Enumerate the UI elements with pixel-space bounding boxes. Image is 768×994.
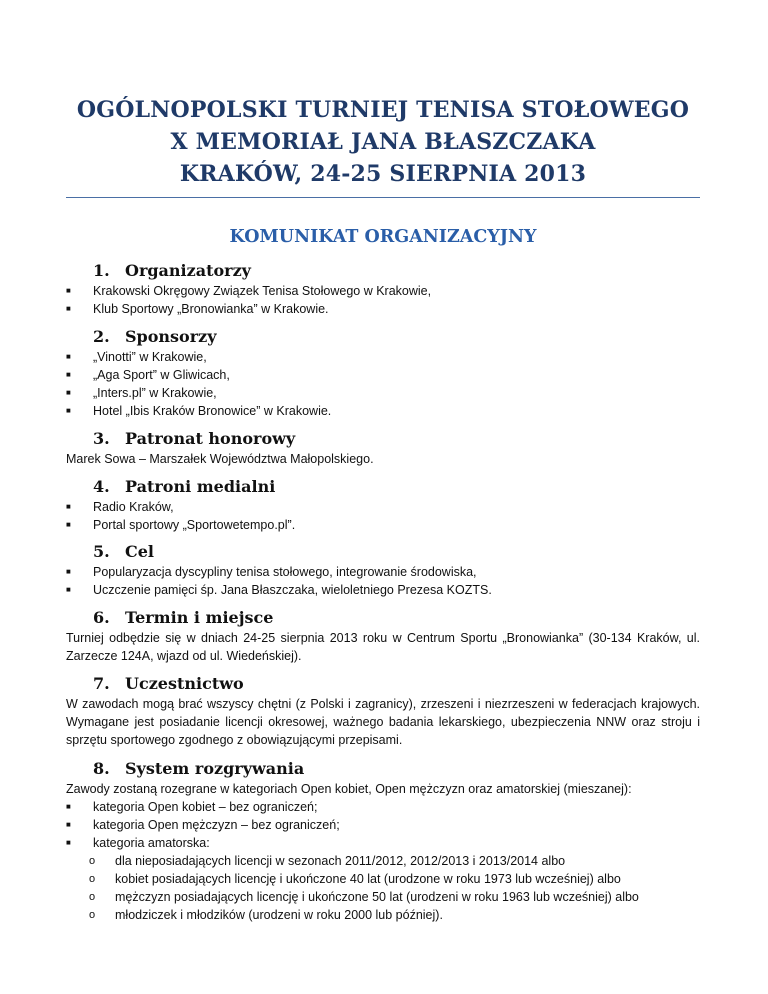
section-text: Marek Sowa – Marszałek Województwa Małopolskiego.: [66, 452, 374, 466]
section-title: Patroni medialni: [125, 477, 276, 496]
circle-bullet-icon: o: [89, 909, 96, 921]
section-heading: [66, 541, 700, 563]
section-heading: [66, 326, 700, 348]
square-bullet-icon: ■: [66, 406, 71, 415]
section-participation: [66, 673, 700, 749]
media-patrons-list: [66, 498, 700, 534]
section-number: 3.: [93, 429, 110, 448]
section-heading: [66, 673, 700, 695]
list-item: ■ Radio Kraków,: [66, 500, 174, 514]
list-item: ■ „Vinotti” w Krakowie,: [66, 350, 207, 364]
title-divider: [66, 197, 700, 198]
square-bullet-icon: ■: [66, 820, 71, 829]
section-number: 2.: [93, 327, 110, 346]
amateur-criteria-list: [66, 852, 700, 924]
list-item: ■ Uczczenie pamięci śp. Jana Błaszczaka, wieloletniego Prezesa KOZTS.: [66, 583, 492, 597]
document-subtitle: KOMUNIKAT ORGANIZACYJNY: [229, 227, 537, 247]
section-sponsors: [66, 326, 700, 420]
categories-list: [66, 798, 700, 852]
section-number: 6.: [93, 608, 110, 627]
list-item: ■ Portal sportowy „Sportowetempo.pl”.: [66, 518, 296, 532]
circle-bullet-icon: o: [89, 855, 96, 867]
square-bullet-icon: ■: [66, 520, 71, 529]
circle-bullet-icon: o: [89, 891, 96, 903]
square-bullet-icon: ■: [66, 802, 71, 811]
list-item: ■ Popularyzacja dyscypliny tenisa stołowego, integrowanie środowiska,: [66, 565, 477, 579]
list-item: ■ Hotel „Ibis Kraków Bronowice” w Krakowie.: [66, 404, 332, 418]
goal-list: [66, 563, 700, 599]
square-bullet-icon: ■: [66, 502, 71, 511]
section-heading: [66, 607, 700, 629]
list-item: o młodziczek i młodzików (urodzeni w roku 2000 lub później).: [89, 908, 443, 922]
list-item: ■ kategoria Open kobiet – bez ograniczeń;: [66, 800, 318, 814]
square-bullet-icon: ■: [66, 304, 71, 313]
section-heading: [66, 428, 700, 450]
section-text: Turniej odbędzie się w dniach 24-25 sierpnia 2013 roku w Centrum Sportu „Bronowianka” (30-134 Kraków, ul. Zarzecze 124A, wjazd od ul. Wiedeńskiej).: [66, 631, 700, 663]
section-date-place: [66, 607, 700, 665]
section-number: 4.: [93, 477, 110, 496]
section-title: Uczestnictwo: [125, 674, 244, 693]
section-heading: [66, 476, 700, 498]
section-title: Cel: [125, 542, 154, 561]
section-organizers: [66, 260, 700, 318]
title-line-2: X MEMORIAŁ JANA BŁASZCZAKA: [170, 129, 596, 155]
title-line-1: OGÓLNOPOLSKI TURNIEJ TENISA STOŁOWEGO: [76, 97, 690, 123]
square-bullet-icon: ■: [66, 370, 71, 379]
list-item: o mężczyzn posiadających licencję i ukończone 50 lat (urodzeni w roku 1963 lub wcześniej) albo: [89, 890, 639, 904]
list-item: ■ kategoria Open mężczyzn – bez ograniczeń;: [66, 818, 340, 832]
list-item: ■ kategoria amatorska:: [66, 836, 210, 850]
section-heading: [66, 260, 700, 282]
title-line-3: KRAKÓW, 24-25 SIERPNIA 2013: [179, 161, 587, 187]
section-heading: [66, 758, 700, 780]
section-goal: [66, 541, 700, 599]
section-number: 7.: [93, 674, 110, 693]
section-number: 8.: [93, 759, 110, 778]
section-title: Termin i miejsce: [125, 608, 274, 627]
list-item: o kobiet posiadających licencję i ukończone 40 lat (urodzone w roku 1973 lub wcześniej) albo: [89, 872, 621, 886]
document-title: [66, 94, 700, 190]
square-bullet-icon: ■: [66, 567, 71, 576]
section-competition-system: [66, 758, 700, 924]
square-bullet-icon: ■: [66, 352, 71, 361]
list-item: ■ Krakowski Okręgowy Związek Tenisa Stołowego w Krakowie,: [66, 284, 432, 298]
list-item: ■ Klub Sportowy „Bronowianka” w Krakowie.: [66, 302, 329, 316]
section-media-patrons: [66, 476, 700, 534]
square-bullet-icon: ■: [66, 388, 71, 397]
section-number: 1.: [93, 261, 110, 280]
section-title: Patronat honorowy: [125, 429, 296, 448]
list-item: ■ „Inters.pl” w Krakowie,: [66, 386, 217, 400]
sponsors-list: [66, 348, 700, 420]
organizers-list: [66, 282, 700, 318]
section-title: Organizatorzy: [125, 261, 251, 280]
section-title: System rozgrywania: [125, 759, 305, 778]
list-item: o dla nieposiadających licencji w sezonach 2011/2012, 2012/2013 i 2013/2014 albo: [89, 854, 566, 868]
list-item: ■ „Aga Sport” w Gliwicach,: [66, 368, 230, 382]
square-bullet-icon: ■: [66, 585, 71, 594]
circle-bullet-icon: o: [89, 873, 96, 885]
section-title: Sponsorzy: [125, 327, 217, 346]
square-bullet-icon: ■: [66, 286, 71, 295]
section-text: W zawodach mogą brać wszyscy chętni (z Polski i zagranicy), zrzeszeni i niezrzeszeni w federacjach krajowych. Wymagane jest posiadanie licencji okresowej, ważnego badania lekarskiego, ubezpieczenia NNW oraz stroju i sprzętu sportowego zgodnego z obowiązującymi przepisami.: [66, 697, 700, 747]
section-intro: Zawody zostaną rozegrane w kategoriach Open kobiet, Open mężczyzn oraz amatorskiej (mieszanej):: [66, 782, 632, 796]
section-honorary-patronage: [66, 428, 700, 468]
square-bullet-icon: ■: [66, 838, 71, 847]
section-number: 5.: [93, 542, 110, 561]
